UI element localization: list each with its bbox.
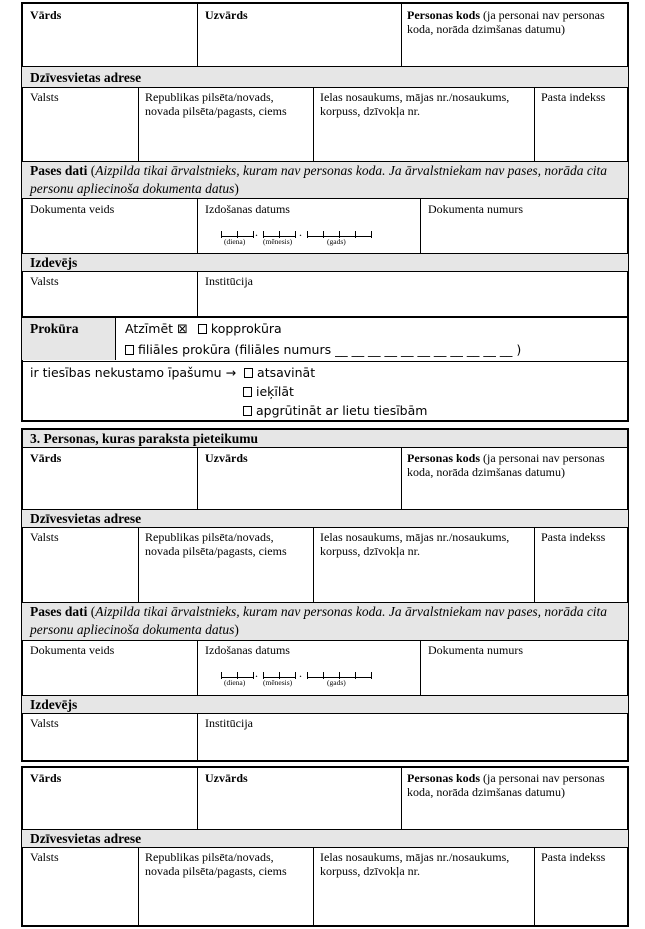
izdosanas-datums-label-2: Izdošanas datums (205, 643, 290, 657)
institucija-field-2[interactable] (198, 732, 627, 759)
ielas-label-b3: Ielas nosaukums, mājas nr./nosaukums, (320, 850, 510, 864)
pasta-indekss-field-3[interactable] (535, 866, 627, 924)
pasta-indekss-field[interactable] (535, 106, 627, 160)
apgrutinat-line: apgrūtināt ar lietu tiesībām (243, 402, 427, 420)
menesis-label-2: (mēnesis) (263, 678, 293, 687)
valsts-field-2[interactable] (23, 546, 137, 601)
republikas-label: Republikas pilsēta/novads, (145, 90, 274, 104)
uzvards-label-2: Uzvārds (205, 451, 248, 465)
vards-label: Vārds (30, 8, 62, 22)
personas-kods-label: Personas kods (ja personai nav personas (407, 8, 605, 22)
kopprokura-checkbox[interactable] (198, 324, 207, 334)
uzvards-label-3: Uzvārds (205, 771, 248, 785)
izdevejs-valsts-field-2[interactable] (23, 732, 196, 759)
pases-dati-heading: Pases dati (Aizpilda tikai ārvalstnieks, kuram nav personas koda. Ja ārvalstniekam nav pases, norāda cita personu apliecinoša dokumenta datus) (30, 163, 608, 196)
tiesibas-line: ir tiesības nekustamo īpašumu → atsavināt (30, 365, 316, 380)
gads-label: (gads) (327, 237, 346, 246)
filiales-numurs-field[interactable]: __ __ __ __ __ __ __ __ __ __ __ (335, 342, 513, 357)
ielas-label-b3-2: korpuss, dzīvokļa nr. (320, 864, 420, 878)
menesis-label: (mēnesis) (263, 237, 293, 246)
ielas-field-2[interactable] (314, 560, 533, 601)
izdevejs-valsts-label-2: Valsts (30, 716, 59, 730)
atsavinat-checkbox[interactable] (244, 368, 253, 378)
pases-dati-heading-2: Pases dati (Aizpilda tikai ārvalstnieks, kuram nav personas koda. Ja ārvalstniekam nav pases, norāda cita personu apliecinoša dokumenta datus) (30, 604, 608, 637)
personas-kods-note-3: koda, norāda dzimšanas datumu) (407, 785, 565, 799)
iekilat-line: ieķīlāt (243, 383, 294, 401)
ielas-label-b2-2: korpuss, dzīvokļa nr. (320, 544, 420, 558)
diena-label-2: (diena) (224, 678, 246, 687)
personas-kods-label-3: Personas kods (ja personai nav personas (407, 771, 605, 785)
pasta-indekss-label-3: Pasta indekss (541, 850, 606, 864)
valsts-field-3[interactable] (23, 866, 137, 924)
uzvards-field-2[interactable] (198, 467, 400, 507)
uzvards-label: Uzvārds (205, 8, 248, 22)
izdevejs-valsts-field[interactable] (23, 290, 196, 315)
personas-kods-field-3[interactable] (402, 801, 627, 827)
valsts-label-3: Valsts (30, 850, 59, 864)
pasta-indekss-label: Pasta indekss (541, 90, 606, 104)
diena-label: (diena) (224, 237, 246, 246)
dzivesvietas-adrese-heading-3: Dzīvesvietas adrese (30, 831, 142, 846)
vards-field-3[interactable] (23, 787, 196, 827)
pasta-indekss-field-2[interactable] (535, 546, 627, 601)
iekilat-checkbox[interactable] (243, 387, 252, 397)
ielas-label: Ielas nosaukums, mājas nr./nosaukums, (320, 90, 510, 104)
prokura-atzimet-line: Atzīmēt ⊠ kopprokūra (125, 321, 282, 337)
valsts-field[interactable] (23, 106, 137, 160)
republikas-field-3[interactable] (139, 880, 312, 924)
republikas-label-2: novada pilsēta/pagasts, ciems (145, 104, 287, 118)
personas-kods-note-2: koda, norāda dzimšanas datumu) (407, 465, 565, 479)
vards-label-2: Vārds (30, 451, 62, 465)
izdevejs-valsts-label: Valsts (30, 274, 59, 288)
prokura-heading: Prokūra (30, 321, 79, 336)
valsts-label: Valsts (30, 90, 59, 104)
ielas-field-3[interactable] (314, 880, 533, 924)
valsts-label-2: Valsts (30, 530, 59, 544)
dokumenta-numurs-field-2[interactable] (421, 659, 627, 694)
dokumenta-veids-field[interactable] (23, 218, 196, 252)
republikas-label-b2: Republikas pilsēta/novads, (145, 530, 274, 544)
checked-box-icon: ⊠ (177, 322, 188, 337)
apgrutinat-checkbox[interactable] (243, 406, 252, 416)
arrow-right-icon: → (225, 365, 237, 380)
republikas-label-b3: Republikas pilsēta/novads, (145, 850, 274, 864)
institucija-label-2: Institūcija (205, 716, 253, 730)
institucija-label: Institūcija (205, 274, 253, 288)
republikas-field[interactable] (139, 120, 312, 160)
ielas-label-2: korpuss, dzīvokļa nr. (320, 104, 420, 118)
ielas-label-b2: Ielas nosaukums, mājas nr./nosaukums, (320, 530, 510, 544)
ielas-field[interactable] (314, 120, 533, 160)
republikas-label-b2-2: novada pilsēta/pagasts, ciems (145, 544, 287, 558)
dokumenta-numurs-label-2: Dokumenta numurs (428, 643, 523, 657)
dokumenta-numurs-label: Dokumenta numurs (428, 202, 523, 216)
uzvards-field-3[interactable] (198, 787, 400, 827)
institucija-field[interactable] (198, 290, 627, 315)
republikas-field-2[interactable] (139, 560, 312, 601)
gads-label-2: (gads) (327, 678, 346, 687)
izdevejs-heading-2: Izdevējs (30, 697, 78, 712)
dzivesvietas-adrese-heading-2: Dzīvesvietas adrese (30, 511, 142, 526)
izdevejs-heading: Izdevējs (30, 255, 78, 270)
izdosanas-datums-label: Izdošanas datums (205, 202, 290, 216)
section3-title: 3. Personas, kuras paraksta pieteikumu (30, 431, 259, 446)
filiales-checkbox[interactable] (125, 345, 134, 355)
dokumenta-veids-label-2: Dokumenta veids (30, 643, 115, 657)
dokumenta-veids-field-2[interactable] (23, 659, 196, 694)
dokumenta-veids-label: Dokumenta veids (30, 202, 115, 216)
vards-field[interactable] (23, 24, 196, 64)
uzvards-field[interactable] (198, 24, 400, 64)
dokumenta-numurs-field[interactable] (421, 218, 627, 252)
dzivesvietas-adrese-heading: Dzīvesvietas adrese (30, 70, 142, 85)
personas-kods-label-2: Personas kods (ja personai nav personas (407, 451, 605, 465)
personas-kods-field[interactable] (402, 38, 627, 64)
personas-kods-field-2[interactable] (402, 481, 627, 507)
filiales-line: filiāles prokūra (filiāles numurs __ __ __ __ __ __ __ __ __ __ __ ) (125, 341, 521, 359)
pasta-indekss-label-2: Pasta indekss (541, 530, 606, 544)
vards-field-2[interactable] (23, 467, 196, 507)
republikas-label-b3-2: novada pilsēta/pagasts, ciems (145, 864, 287, 878)
personas-kods-note: koda, norāda dzimšanas datumu) (407, 22, 565, 36)
vards-label-3: Vārds (30, 771, 62, 785)
